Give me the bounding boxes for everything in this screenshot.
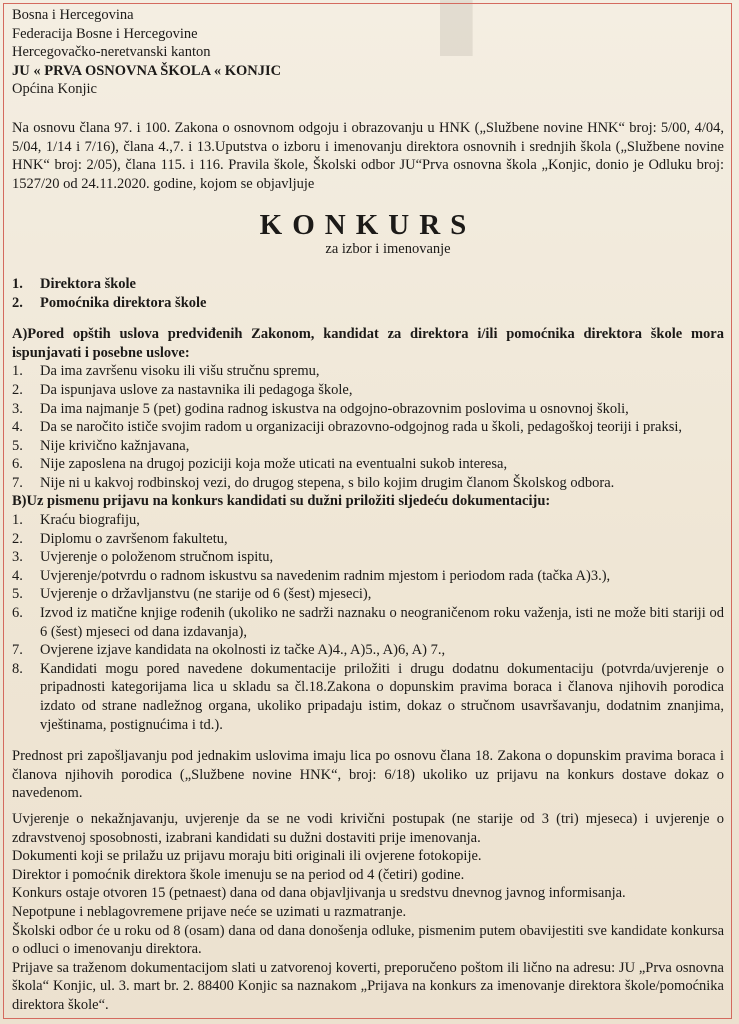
intro-paragraph: Na osnovu člana 97. i 100. Zakona o osnovnom odgoju i obrazovanju u HNK („Službene novine HNK“ broj: 5/00, 4/04, 5/04, 1/14 i 7/16), člana 4.,7. i 13.Uputstva o izboru i imenovanju direktora osnovnih i srednjih škola („Službene novine HNK“ broj: 2/05), člana 115. i 116. Pravila škole, Školski odbor JU“Prva osnovna škola „Konjic, donio je Odluku broj: 1527/20 od 24.11.2020. godine, kojom se objavljuje: [12, 119, 724, 192]
list-item: 7. Ovjerene izjave kandidata na okolnosti iz tačke A)4., A)5., A)6, A) 7.,: [12, 642, 446, 659]
section-b-list: [12, 511, 724, 734]
list-item: 5. Nije krivično kažnjavana,: [12, 437, 190, 454]
page-subtitle: za izbor i imenovanje: [325, 241, 451, 258]
list-item: 4. Uvjerenje/potvrdu o radnom iskustvu sa navedenim radnim mjestom i periodom rada (tačka A)3.),: [12, 567, 611, 584]
term-paragraph: Direktor i pomoćnik direktora škole imenuju se na period od 4 (četiri) godine.: [12, 866, 465, 883]
header-canton: Hercegovačko-neretvanski kanton: [12, 44, 211, 61]
list-item: 3. Uvjerenje o položenom stručnom ispitu,: [12, 549, 274, 566]
page-title: KONKURS: [259, 209, 477, 242]
list-item: 3. Da ima najmanje 5 (pet) godina radnog iskustva na odgojno-obrazovnim poslovima u osnovnoj školi,: [12, 400, 629, 417]
list-item: 7. Nije ni u kakvoj rodbinskoj vezi, do drugog stepena, s bilo kojim drugim članom Školskog odbora.: [12, 474, 615, 491]
list-item: 4. Da se naročito ističe svojim radom u organizaciji obrazovno-odgojnog rada u školi, pedagoškoj teoriji i praksi,: [12, 419, 683, 436]
list-item: 1. Direktora škole: [12, 275, 136, 292]
header-municipality: Općina Konjic: [12, 81, 97, 98]
section-a-heading: A)Pored opštih uslova predviđenih Zakonom, kandidat za direktora i/ili pomoćnika direktora škole mora ispunjavati i posebne uslove:: [12, 326, 724, 361]
certificates-paragraph: Uvjerenje o nekažnjavanju, uvjerenje da se ne vodi krivični postupak (ne starije od 3 (tri) mjeseca) i uvjerenje o zdravstvenoj sposobnosti, izabrani kandidati su dužni dostaviti prije imenovanja.: [12, 810, 724, 846]
list-item: 1. Da ima završenu visoku ili višu stručnu spremu,: [12, 363, 320, 380]
deadline-paragraph: Konkurs ostaje otvoren 15 (petnaest) dana od dana objavljivanja u sredstvu dnevnog javnog informisanja.: [12, 885, 626, 902]
header-country: Bosna i Hercegovina: [12, 7, 134, 23]
address-paragraph: Prijave sa traženom dokumentacijom slati u zatvorenoj koverti, preporučeno poštom ili lično na adresu: JU „Prva osnovna škola“ Konjic, ul. 3. mart br. 2. 88400 Konjic sa naznakom „Prijava na konkurs za imenovanje direktora škole/pomoćnika direktora škole“.: [12, 959, 724, 1013]
list-item: 8. Kandidati mogu pored navedene dokumentacije priložiti i drugu dodatnu dokumentaciju (potvrda/uvjerenje o pripadnosti kategorijama lica u skladu sa čl.18.Zakona o dopunskim pravima boraca i članova njihovih porodica izdato od strane nadležnog organa, ukoliko pripadaju istim, dokaz o stručnom usavršavanju, dodatnim znanjima, vještinama, postignućima i td.).: [12, 660, 724, 733]
list-item: 2. Diplomu o završenom fakultetu,: [12, 530, 228, 547]
header-federation: Federacija Bosne i Hercegovine: [12, 25, 198, 42]
header-school: JU « PRVA OSNOVNA ŠKOLA « KONJIC: [12, 62, 282, 79]
section-a-list: [12, 362, 724, 492]
bleed-through-decoration: █: [440, 1, 473, 52]
preference-paragraph: Prednost pri zapošljavanju pod jednakim uslovima imaju lica po osnovu člana 18. Zakona o dopunskim pravima boraca i članova njihovih porodica („Službene novine HNK“, broj: 6/18) ukoliko uz prijavu na konkurs dostave dokaz o navedenom.: [12, 748, 724, 802]
list-item: 6. Izvod iz matične knjige rođenih (ukoliko ne sadrži naznaku o neograničenom roku važenja, isti ne može biti stariji od 6 (šest) mjeseci od dana izdavanja),: [12, 605, 724, 640]
list-item: 6. Nije zaposlena na drugoj poziciji koja može uticati na eventualni sukob interesa,: [12, 456, 508, 473]
documents-paragraph: Dokumenti koji se prilažu uz prijavu moraju biti originali ili ovjerene fotokopije.: [12, 848, 482, 865]
list-item: 1. Kraću biografiju,: [12, 512, 140, 529]
positions-list: [12, 275, 724, 312]
list-item: 5. Uvjerenje o državljanstvu (ne starije od 6 (šest) mjeseci),: [12, 586, 372, 603]
list-item: 2. Pomoćnika direktora škole: [12, 294, 207, 311]
notice-content: [12, 6, 724, 1015]
notification-paragraph: Školski odbor će u roku od 8 (osam) dana od dana donošenja odluke, pismenim putem obavijestiti sve kandidate konkursa o odluci o imenovanju direktora.: [12, 922, 724, 958]
incomplete-paragraph: Nepotpune i neblagovremene prijave neće se uzimati u razmatranje.: [12, 903, 407, 920]
list-item: 2. Da ispunjava uslove za nastavnika ili pedagoga škole,: [12, 381, 353, 398]
section-b-heading: B)Uz pismenu prijavu na konkurs kandidati su dužni priložiti sljedeću dokumentaciju:: [12, 493, 551, 510]
issuer-header: [12, 6, 724, 99]
